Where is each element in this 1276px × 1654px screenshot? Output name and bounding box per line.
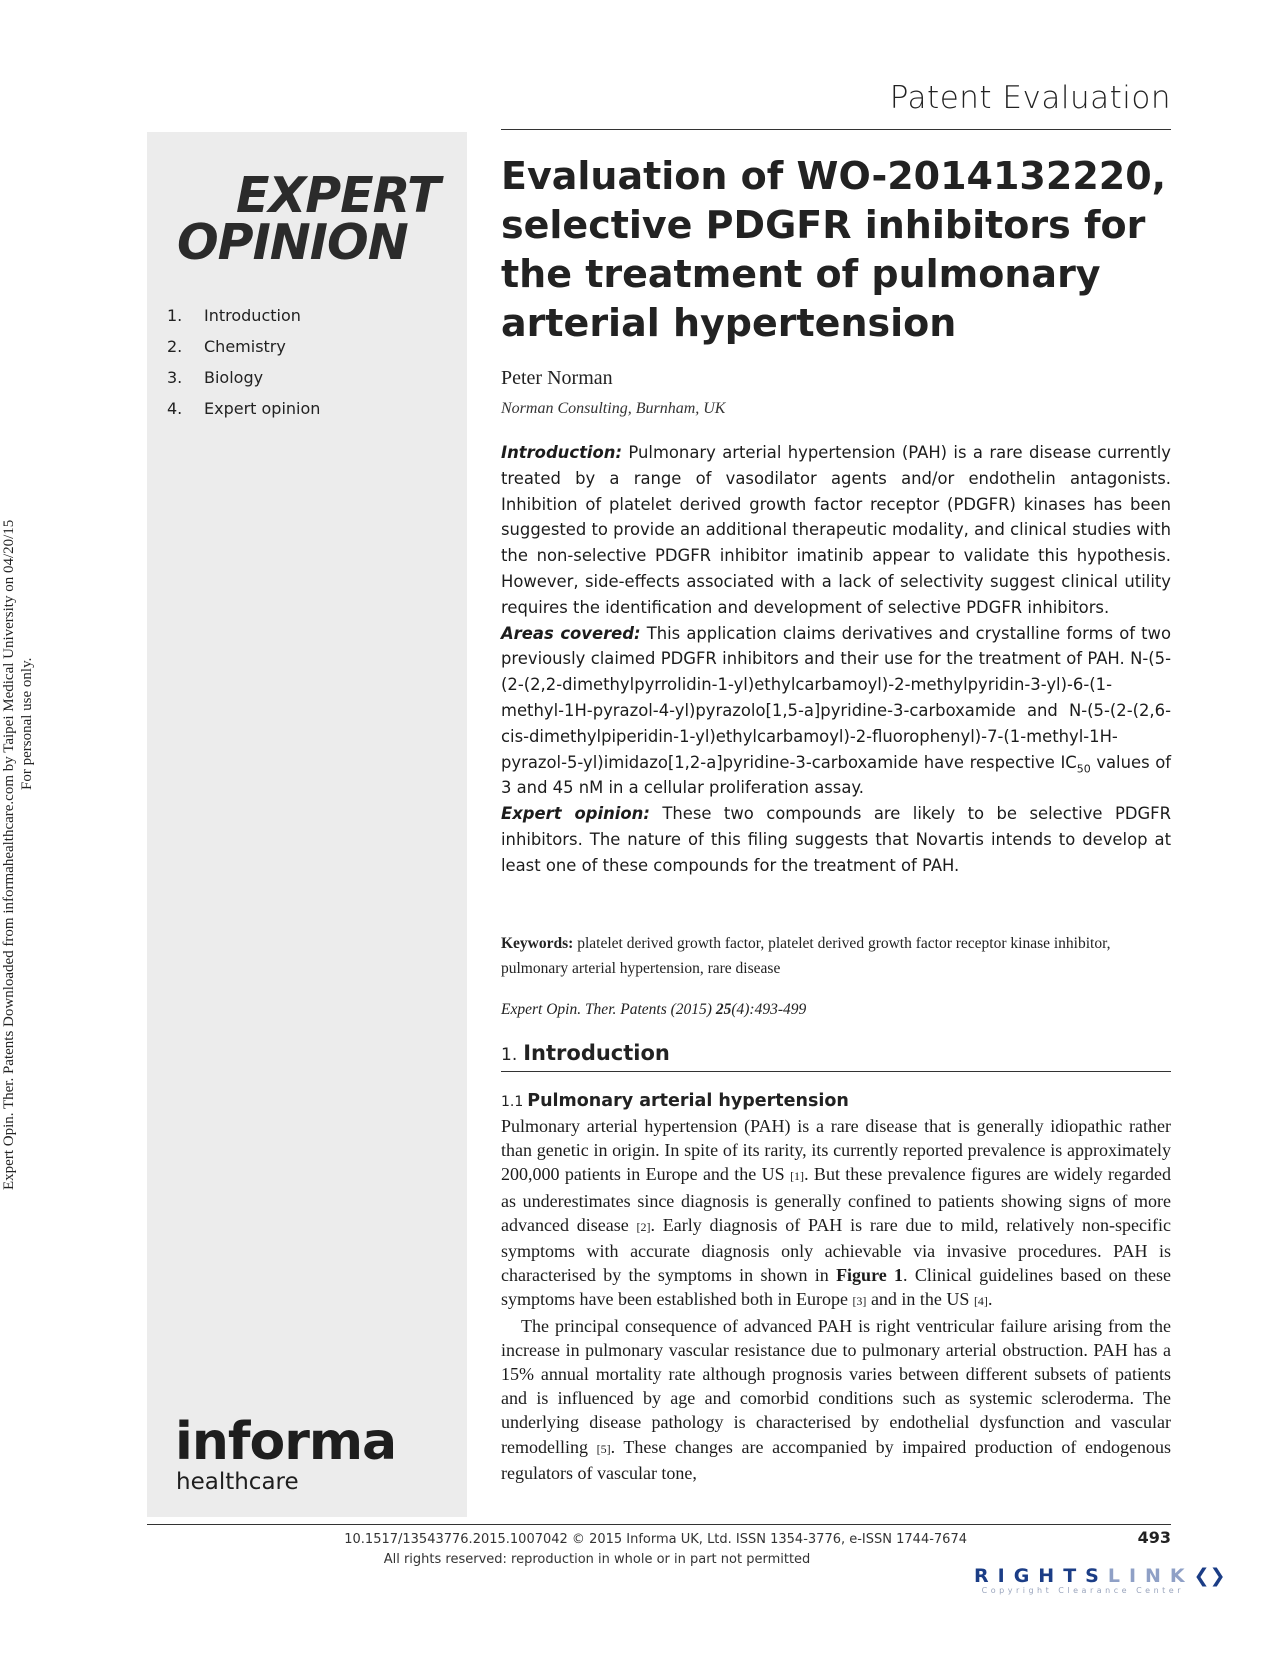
text-run: . But these prevalence figures are widely regarded as underestimates since diagnosis is generally confined to patients showing signs of more advanced disease [501,1164,1171,1235]
subsection-heading [501,1091,1171,1111]
journal-citation [501,1001,1171,1019]
toc-number: 3. [167,368,183,387]
toc-number: 2. [167,337,183,356]
toc-label: Introduction [204,306,301,325]
journal-logo-word-2: OPINION [177,214,408,271]
download-watermark [0,0,36,1190]
footer-doi: 10.1517/13543776.2015.1007042 © 2015 Informa UK, Ltd. ISSN 1354-3776, e-ISSN 1744-7674 [344,1532,967,1547]
sidebar [147,132,467,1517]
chevron-icon: ❮❯ [1193,1565,1226,1587]
keywords-text: platelet derived growth factor, platelet derived growth factor receptor kinase inhibitor, pulmonary arterial hypertension, rare disease [501,935,1111,977]
author-name: Peter Norman [501,367,613,389]
toc-item-biology[interactable] [167,362,320,393]
citation-journal: Expert Opin. Ther. Patents (2015) [501,1001,716,1018]
rightslink-tagline: Copyright Clearance Center [981,1586,1184,1595]
section-header: Patent Evaluation [889,80,1171,116]
subsection-number: 1.1 [501,1094,524,1110]
reference-link[interactable]: [5] [596,1441,611,1456]
abstract-text: values of 3 and 45 nM in a cellular proliferation assay. [501,752,1172,798]
text-run: . These changes are accompanied by impaired production of endogenous regulators of vascular tone, [501,1436,1171,1483]
footer-rule [147,1524,1171,1525]
toc-label: Chemistry [204,337,286,356]
text-run: . Clinical guidelines based on these symptoms have been established both in Europe [501,1265,1171,1310]
reference-link[interactable]: [1] [790,1169,805,1184]
rightslink-word-1: RIGHTS [974,1565,1108,1587]
section-heading-introduction [501,1041,1171,1072]
reference-link[interactable]: [3] [852,1294,867,1309]
subscript: 50 [1076,761,1091,775]
citation-pages: (4):493-499 [731,1001,807,1018]
section-title: Introduction [523,1041,670,1065]
abstract-text: These two compounds are likely to be selective PDGFR inhibitors. The nature of this filing suggests that Novartis intends to develop at least one of these compounds for the treatment of PAH. [501,804,1171,875]
table-of-contents [167,300,320,424]
abstract-areas-covered [501,621,1171,802]
text-run: and in the US [866,1289,974,1310]
abstract-label: Introduction: [501,443,623,462]
footer-rights: All rights reserved: reproduction in whole or in part not permitted [383,1552,811,1567]
keywords-label: Keywords: [501,935,574,952]
text-run: . Early diagnosis of PAH is rare due to mild, relatively non-specific symptoms with accurate diagnosis only achievable via invasive procedures. PAH is characterised by the symptoms in shown in [501,1214,1171,1286]
publisher-logo [175,1412,397,1495]
body-paragraph [501,1314,1171,1485]
page-number: 493 [1137,1528,1171,1547]
abstract-text: This application claims derivatives and crystalline forms of two previously claimed PDGFR inhibitors and their use for the treatment of PAH. N-(5-(2-(2,2-dimethylpyrrolidin-1-yl)ethylcarbamoyl)-2-methylpyridin-3-yl)-6-(1-methyl-1H-pyrazol-4-yl)pyrazolo[1,5-a]pyridine-3-carboxamide and N-(5-(2-(2,6-cis-dimethylpiperidin-1-yl)ethylcarbamoyl)-2-fluorophenyl)-7-(1-methyl-1H-pyrazol-5-yl)imidazo[1,2-a]pyridine-3-carboxamide have respective IC [501,623,1171,772]
keywords [501,931,1171,981]
publisher-subtitle: healthcare [176,1469,299,1495]
section-number: 1. [501,1045,518,1065]
header-rule [501,129,1171,130]
abstract-label: Areas covered: [501,623,641,643]
author-affiliation: Norman Consulting, Burnham, UK [501,400,726,417]
text-run: Pulmonary arterial hypertension (PAH) is a rare disease that is generally idiopathic rather than genetic in origin. In spite of its rarity, its currently reported prevalence is approximately 200,000 patients in Europe and the US [501,1116,1171,1185]
rightslink-wordmark [974,1565,1226,1587]
text-run: . [987,1289,993,1310]
body-text [501,1114,1171,1485]
journal-logo-word-1: EXPERT [236,167,440,224]
body-paragraph [501,1114,1171,1314]
rightslink-logo [974,1565,1226,1606]
toc-label: Expert opinion [204,399,321,418]
abstract [501,440,1171,879]
toc-item-expert-opinion[interactable] [167,393,320,424]
rightslink-word-2: LINK [1107,1565,1194,1587]
article-title: Evaluation of WO-2014132220, selective PDGFR inhibitors for the treatment of pulmonary arterial hypertension [501,154,1167,345]
toc-item-introduction[interactable] [167,300,320,331]
watermark-line-1: Expert Opin. Ther. Patents Downloaded from informahealthcare.com by Taipei Medical University on 04/20/15 [1,519,17,1190]
reference-link[interactable]: [4] [973,1294,988,1309]
citation-volume: 25 [715,1001,732,1018]
toc-number: 4. [167,399,183,418]
journal-logo [177,167,440,271]
abstract-expert-opinion [501,801,1171,878]
abstract-text: Pulmonary arterial hypertension (PAH) is a rare disease currently treated by a range of vasodilator agents and/or endothelin antagonists. Inhibition of platelet derived growth factor receptor (PDGFR) kinases has been suggested to provide an additional therapeutic modality, and clinical studies with the non-selective PDGFR inhibitor imatinib appear to validate this hypothesis. However, side-effects associated with a lack of selectivity suggest clinical utility requires the identification and development of selective PDGFR inhibitors. [501,443,1171,617]
reference-link[interactable]: [2] [636,1219,651,1234]
text-run: The principal consequence of advanced PAH is right ventricular failure arising from the increase in pulmonary vascular resistance due to pulmonary arterial obstruction. PAH has a 15% annual mortality rate although prognosis varies between different subsets of patients and is influenced by age and comorbid conditions such as systemic scleroderma. The underlying disease pathology is characterised by endothelial dysfunction and vascular remodelling [501,1315,1171,1457]
watermark-line-2: For personal use only. [19,657,35,790]
toc-item-chemistry[interactable] [167,331,320,362]
abstract-label: Expert opinion: [501,804,650,824]
figure-link[interactable]: Figure 1 [836,1265,904,1286]
toc-label: Biology [204,368,264,387]
subsection-title: Pulmonary arterial hypertension [527,1091,849,1111]
toc-number: 1. [167,306,183,325]
abstract-introduction [501,440,1171,621]
publisher-name: informa [175,1412,397,1472]
